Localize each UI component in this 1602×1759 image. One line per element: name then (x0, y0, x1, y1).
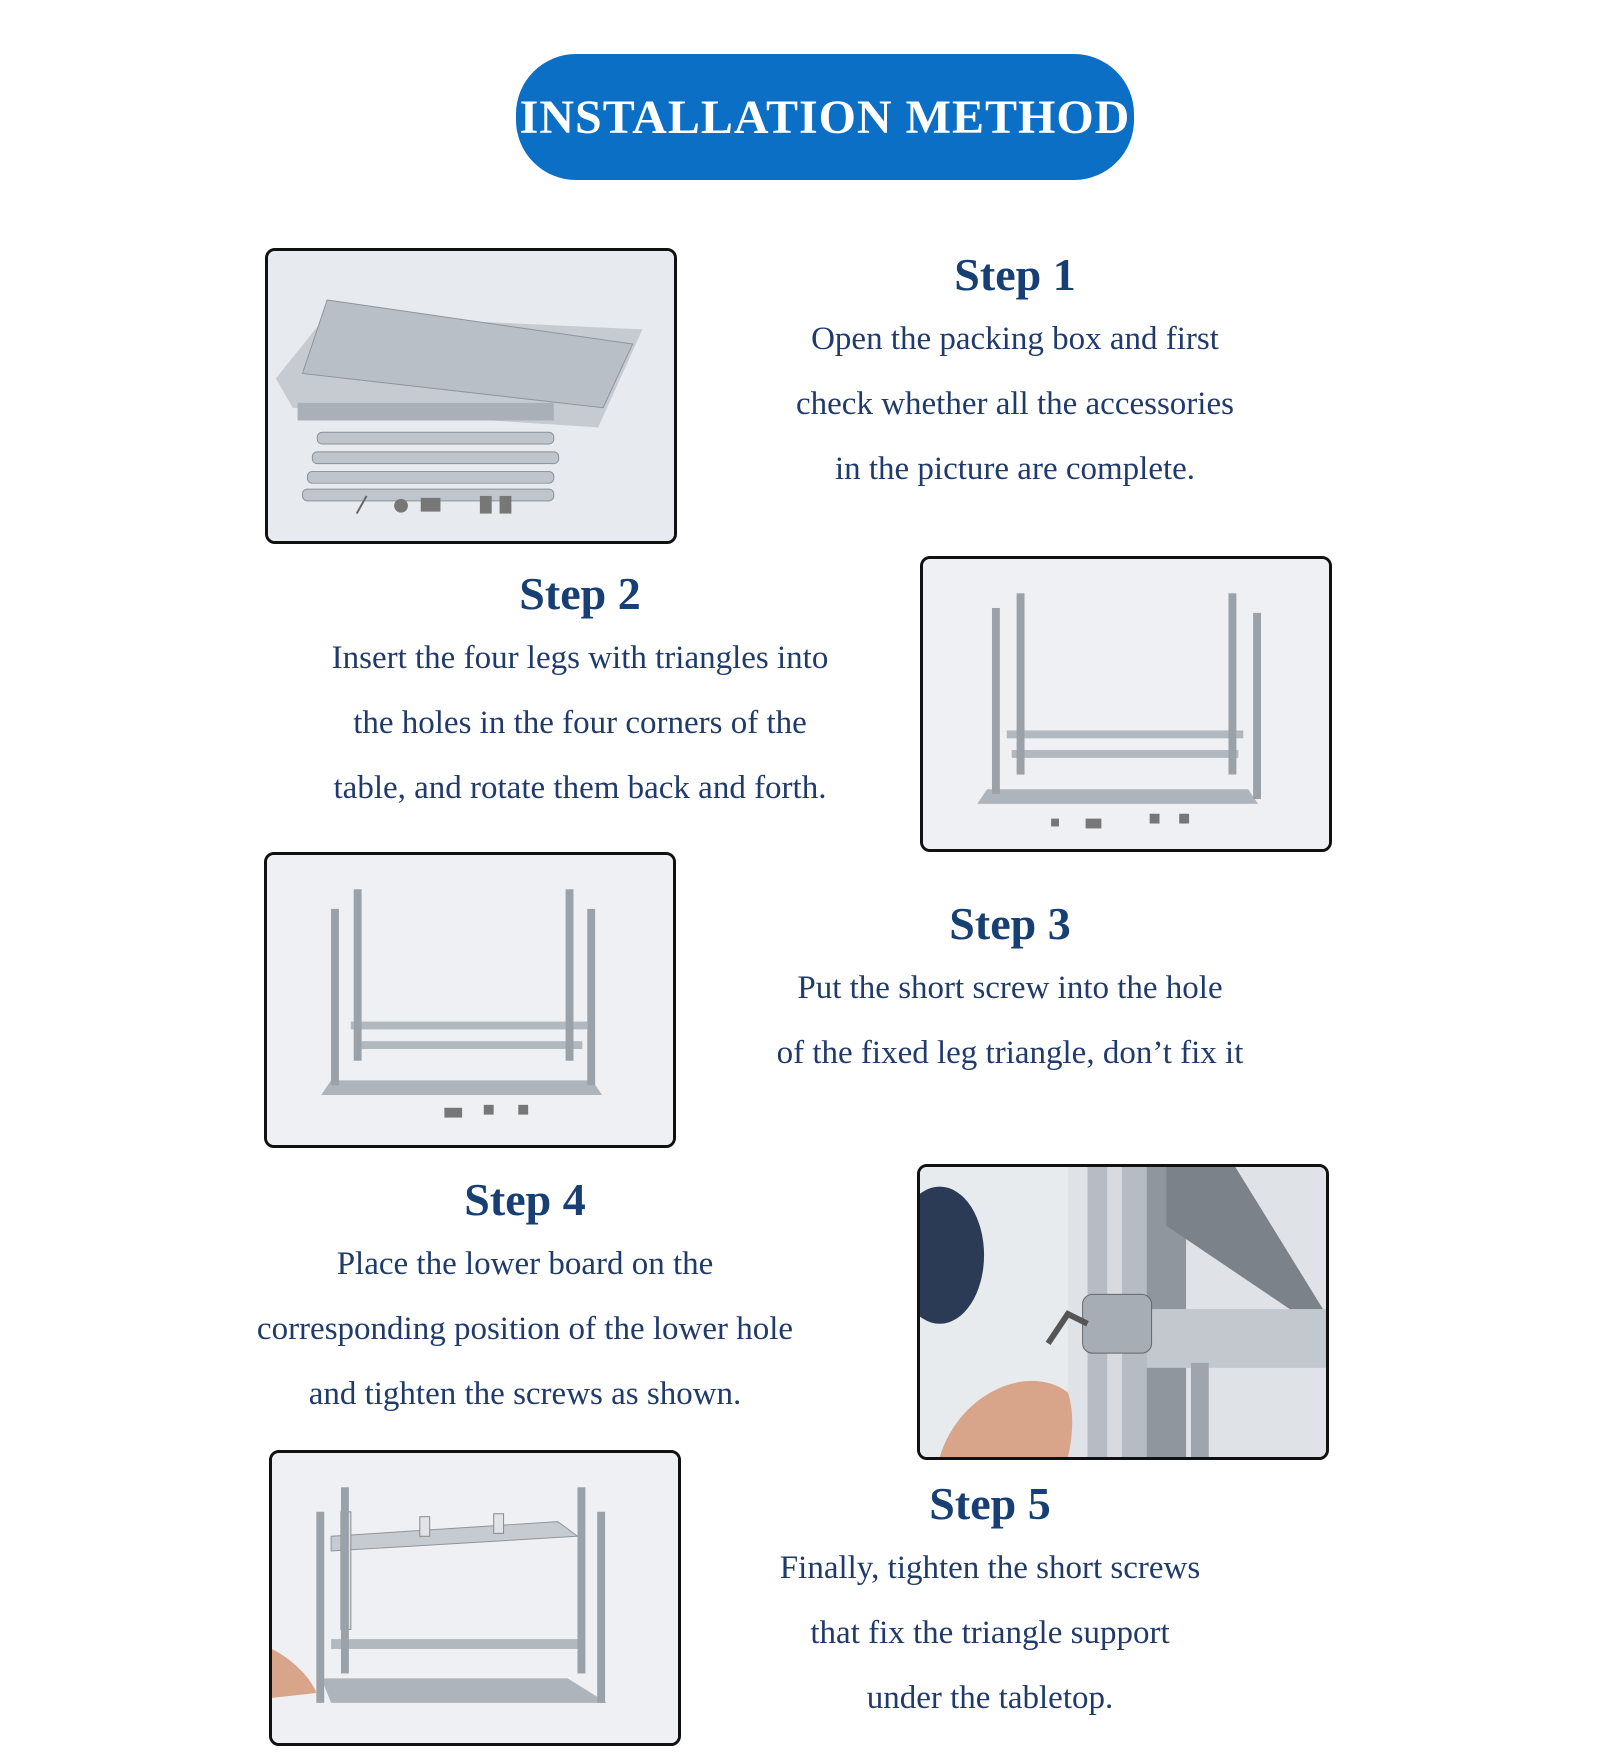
step-5 (670, 1476, 1310, 1731)
step-2 (250, 566, 910, 821)
step-1-line-1: Open the packing box and first (811, 321, 1219, 357)
step-2-photo (920, 556, 1332, 852)
step-5-photo (269, 1450, 681, 1746)
step-2-line-2: the holes in the four corners of the (353, 705, 807, 741)
step-5-line-2: that fix the triangle support (810, 1615, 1170, 1651)
step-3-title: Step 3 (949, 898, 1071, 949)
step-5-line-3: under the tabletop. (866, 1680, 1114, 1716)
step-4-title: Step 4 (464, 1174, 586, 1225)
step-4 (185, 1172, 865, 1427)
step-1-line-2: check whether all the accessories (796, 386, 1234, 422)
step-4-line-2: corresponding position of the lower hole (256, 1311, 794, 1347)
step-5-line-1: Finally, tighten the short screws (779, 1550, 1201, 1586)
step-3-photo (264, 852, 676, 1148)
step-3 (695, 896, 1325, 1086)
step-4-photo (917, 1164, 1329, 1460)
step-3-line-1: Put the short screw into the hole (797, 970, 1223, 1006)
step-1-photo (265, 248, 677, 544)
banner-title: INSTALLATION METHOD (519, 90, 1131, 144)
step-1-line-3: in the picture are complete. (834, 451, 1196, 487)
step-5-title: Step 5 (929, 1478, 1051, 1529)
installation-method-banner (516, 54, 1134, 180)
step-4-line-3: and tighten the screws as shown. (308, 1376, 742, 1412)
step-2-title: Step 2 (519, 568, 641, 619)
step-3-line-2: of the fixed leg triangle, don’t fix it (776, 1035, 1244, 1071)
step-2-line-1: Insert the four legs with triangles into (331, 640, 829, 676)
step-1 (700, 247, 1330, 502)
step-1-title: Step 1 (954, 249, 1076, 300)
step-2-line-3: table, and rotate them back and forth. (333, 770, 827, 806)
step-4-line-1: Place the lower board on the (336, 1246, 714, 1282)
